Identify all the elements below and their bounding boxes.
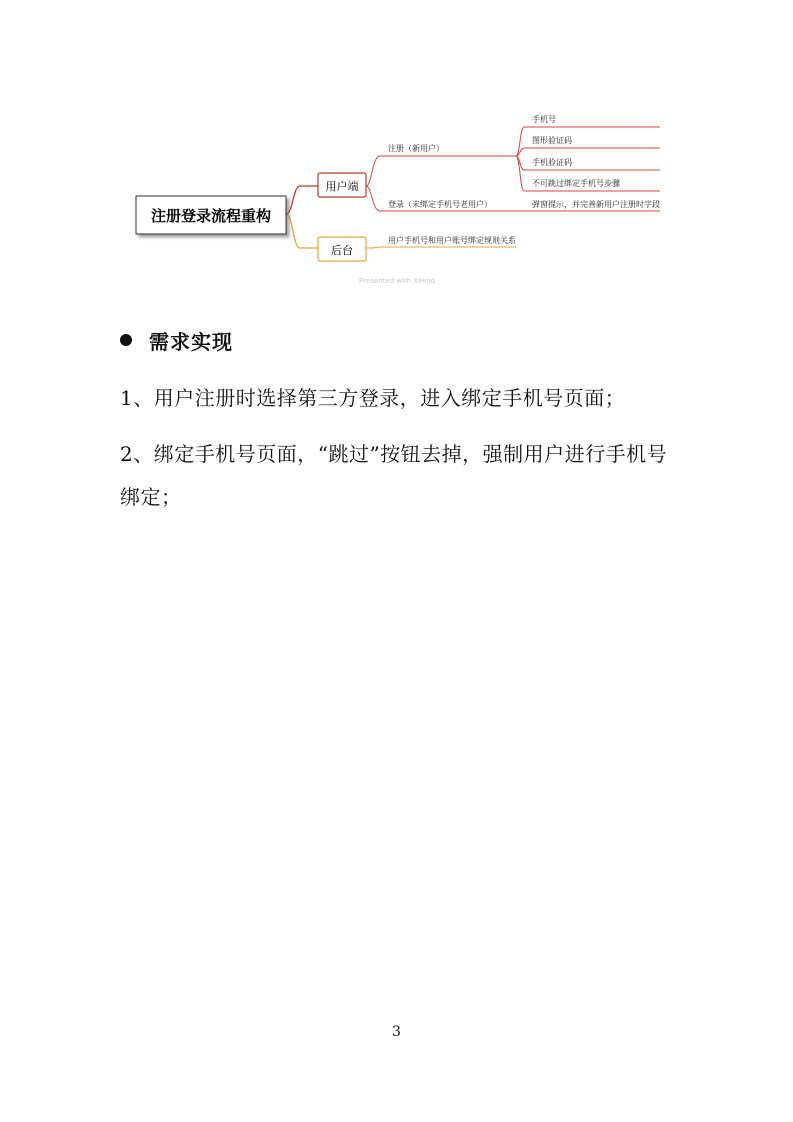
section-heading-text: 需求实现 [149, 329, 233, 354]
mindmap-leaf-popup-hint: 弹窗提示，并完善新用户注册时字段 [532, 200, 660, 209]
mindmap-root-label: 注册登录流程重构 [150, 207, 272, 225]
mindmap-leaf-phone: 手机号 [532, 115, 556, 124]
requirement-item-1: 1、用户注册时选择第三方登录，进入绑定手机号页面； [120, 386, 626, 410]
mindmap-watermark: Presented with XMind [359, 277, 435, 285]
mindmap-branch-admin-node [318, 237, 366, 261]
mindmap-branch-user-node [318, 173, 366, 197]
connector-root-user [286, 186, 318, 214]
mindmap-branch-admin-label: 后台 [331, 244, 353, 257]
mindmap-root-node [136, 196, 286, 234]
page-number: 3 [392, 1024, 401, 1040]
mindmap-leaf-no-skip: 不可跳过绑定手机号步骤 [532, 179, 620, 188]
connector-user-register [366, 156, 516, 186]
requirement-item-2: 2、绑定手机号页面，“跳过”按钮去掉，强制用户进行手机号绑定； [120, 442, 668, 509]
bullet-icon [120, 334, 132, 346]
mindmap-topic-register: 注册（新用户） [388, 144, 444, 153]
connector-register-captcha [516, 148, 660, 156]
mindmap-topic-binding-rule: 用户手机号和用户账号绑定规则关系 [388, 236, 516, 245]
mindmap-diagram [0, 0, 793, 300]
connector-admin-rule [366, 247, 516, 248]
mindmap-topic-login: 登录（未绑定手机号老用户） [388, 200, 492, 209]
section-heading [120, 326, 233, 354]
mindmap-leaf-sms-code: 手机验证码 [532, 158, 572, 167]
mindmap-leaf-captcha: 图形验证码 [532, 136, 572, 145]
connector-root-admin [286, 214, 318, 248]
mindmap-branch-user-label: 用户端 [325, 180, 359, 193]
